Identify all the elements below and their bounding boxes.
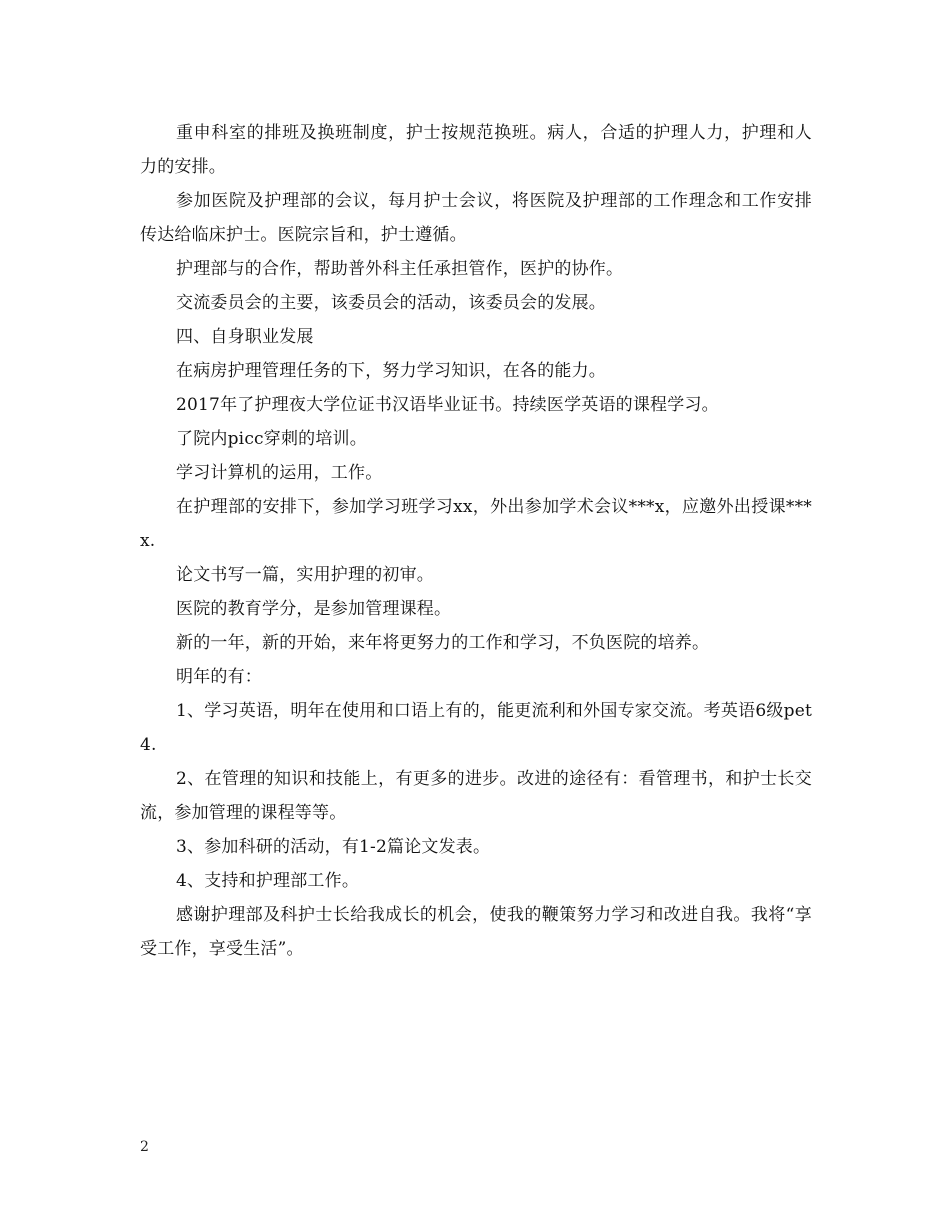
list-item: 3、参加科研的活动，有1-2篇论文发表。 <box>176 837 491 857</box>
paragraph: 2017年了护理夜大学位证书汉语毕业证书。持续医学英语的课程学习。 <box>176 395 719 415</box>
paragraph: 新的一年，新的开始，来年将更努力的工作和学习，不负医院的培养。 <box>176 633 710 653</box>
paragraph: 明年的有： <box>176 667 262 687</box>
paragraph: 医院的教育学分，是参加管理课程。 <box>176 599 452 619</box>
paragraph: 重申科室的排班及换班制度，护士按规范换班。病人，合适的护理人力，护理和人力的安排。 <box>140 123 812 177</box>
section-heading: 四、自身职业发展 <box>176 327 314 347</box>
paragraph: 论文书写一篇，实用护理的初审。 <box>176 565 434 585</box>
document-body <box>140 116 812 966</box>
paragraph: 了院内picc穿刺的培训。 <box>176 429 367 449</box>
paragraph: 在病房护理管理任务的下，努力学习知识，在各的能力。 <box>176 361 606 381</box>
paragraph: 学习计算机的运用，工作。 <box>176 463 383 483</box>
paragraph: 护理部与的合作，帮助普外科主任承担管作，医护的协作。 <box>176 259 624 279</box>
paragraph: 感谢护理部及科护士长给我成长的机会，使我的鞭策努力学习和改进自我。我将“享受工作，享受生活”。 <box>140 905 812 959</box>
list-item: 4、支持和护理部工作。 <box>176 871 360 891</box>
paragraph: 在护理部的安排下，参加学习班学习xx，外出参加学术会议***x，应邀外出授课***x. <box>140 497 812 551</box>
list-item: 1、学习英语，明年在使用和口语上有的，能更流利和外国专家交流。考英语6级pet4. <box>140 701 812 755</box>
list-item: 2、在管理的知识和技能上，有更多的进步。改进的途径有：看管理书，和护士长交流，参加管理的课程等等。 <box>140 769 812 823</box>
page-number: 2 <box>140 1139 149 1155</box>
paragraph: 交流委员会的主要，该委员会的活动，该委员会的发展。 <box>176 293 606 313</box>
paragraph: 参加医院及护理部的会议，每月护士会议，将医院及护理部的工作理念和工作安排传达给临床护士。医院宗旨和，护士遵循。 <box>140 191 812 245</box>
